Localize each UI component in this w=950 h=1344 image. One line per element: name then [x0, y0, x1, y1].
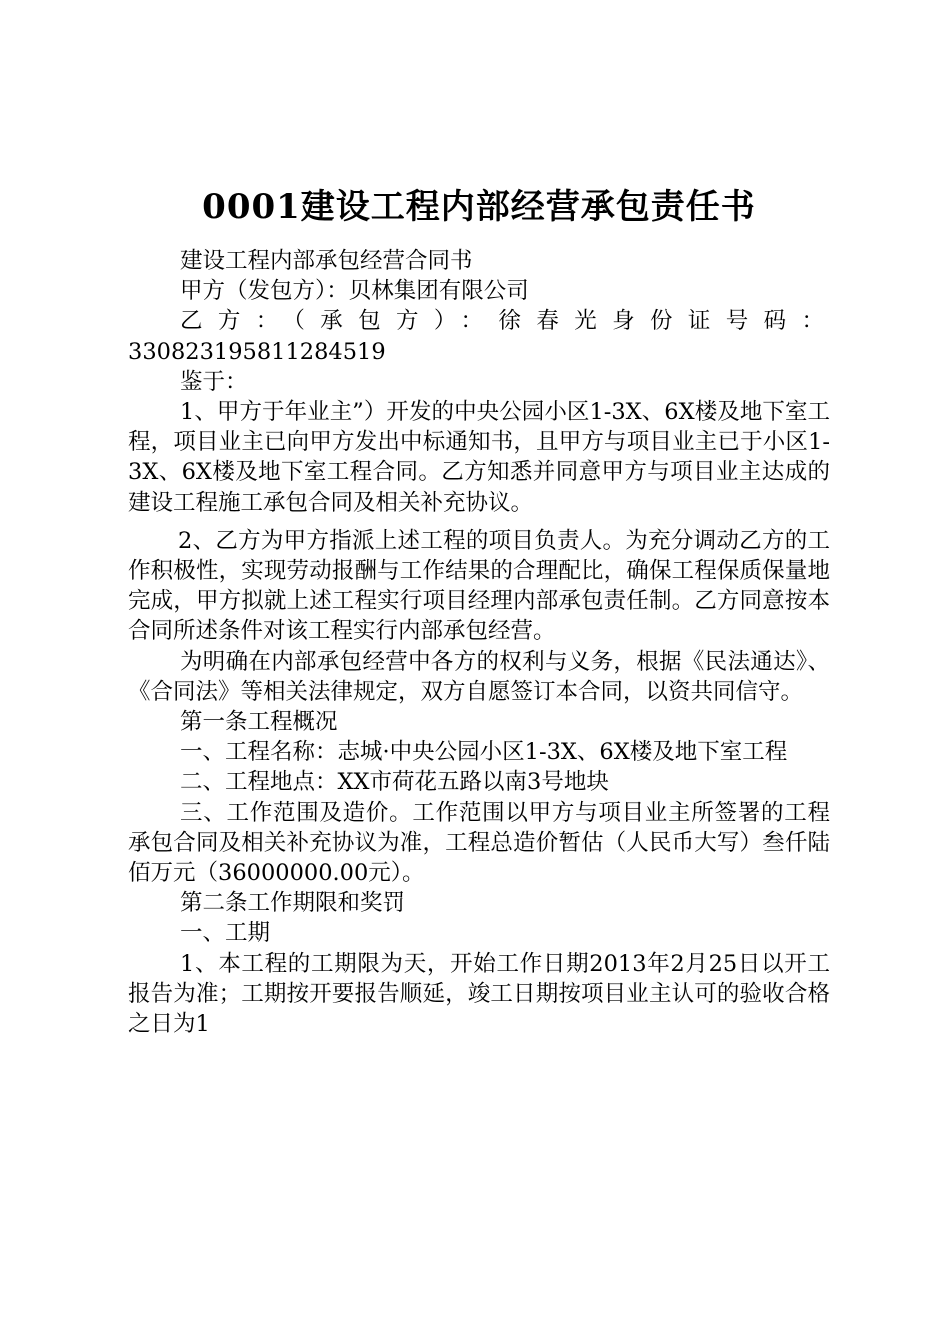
article-1-heading: 第一条工程概况	[180, 709, 338, 736]
project-name-line: 一、工程名称：志城·中央公园小区1-3X、6X楼及地下室工程	[180, 739, 788, 766]
schedule-paragraph: 1、本工程的工期限为天，开始工作日期2013年2月25日以开工报告为准；工期按开要报告顺延，竣工日期按项目业主认可的验收合格之日为1	[128, 950, 830, 1038]
party-b-line: 乙方：（承包方）：徐春光身份证号码：	[180, 308, 830, 335]
contract-subtitle: 建设工程内部承包经营合同书	[180, 248, 473, 274]
clause-paragraph-2: 2、乙方为甲方指派上述工程的项目负责人。为充分调动乙方的工作积极性，实现劳动报酬与工作结果的合理配比，确保工程保质保量地完成，甲方拟就上述工程实行项目经理内部承包责任制。乙方同意按本合同所述条件对该工程实行内部承包经营。	[128, 527, 830, 645]
party-a-line: 甲方（发包方）：贝林集团有限公司	[180, 278, 529, 305]
clause-paragraph-1: 1、甲方于年业主”）开发的中央公园小区1-3X、6X楼及地下室工程，项目业主已向甲方发出中标通知书，且甲方与项目业主已于小区1-3X、6X楼及地下室工程合同。乙方知悉并同意甲方与项目业主达成的建设工程施工承包合同及相关补充协议。	[128, 399, 830, 516]
whereas-heading: 鉴于：	[180, 368, 248, 395]
project-location-line: 二、工程地点：XX市荷花五路以南3号地块	[180, 769, 609, 796]
article-2-heading: 第二条工作期限和奖罚	[180, 890, 406, 917]
purpose-paragraph: 为明确在内部承包经营中各方的权利与义务，根据《民法通达》、《合同法》等相关法律规定，双方自愿签订本合同，以资共同信守。	[128, 648, 830, 705]
document-page	[128, 182, 830, 1039]
scope-and-cost-paragraph: 三、工作范围及造价。工作范围以甲方与项目业主所签署的工程承包合同及相关补充协议为准，工程总造价暂估（人民币大写）叁仟陆佰万元（36000000.00元）。	[128, 799, 830, 887]
document-title: 0001建设工程内部经营承包责任书	[202, 187, 756, 227]
schedule-heading: 一、工期	[180, 920, 271, 947]
id-number-line: 330823195811284519	[128, 338, 386, 365]
